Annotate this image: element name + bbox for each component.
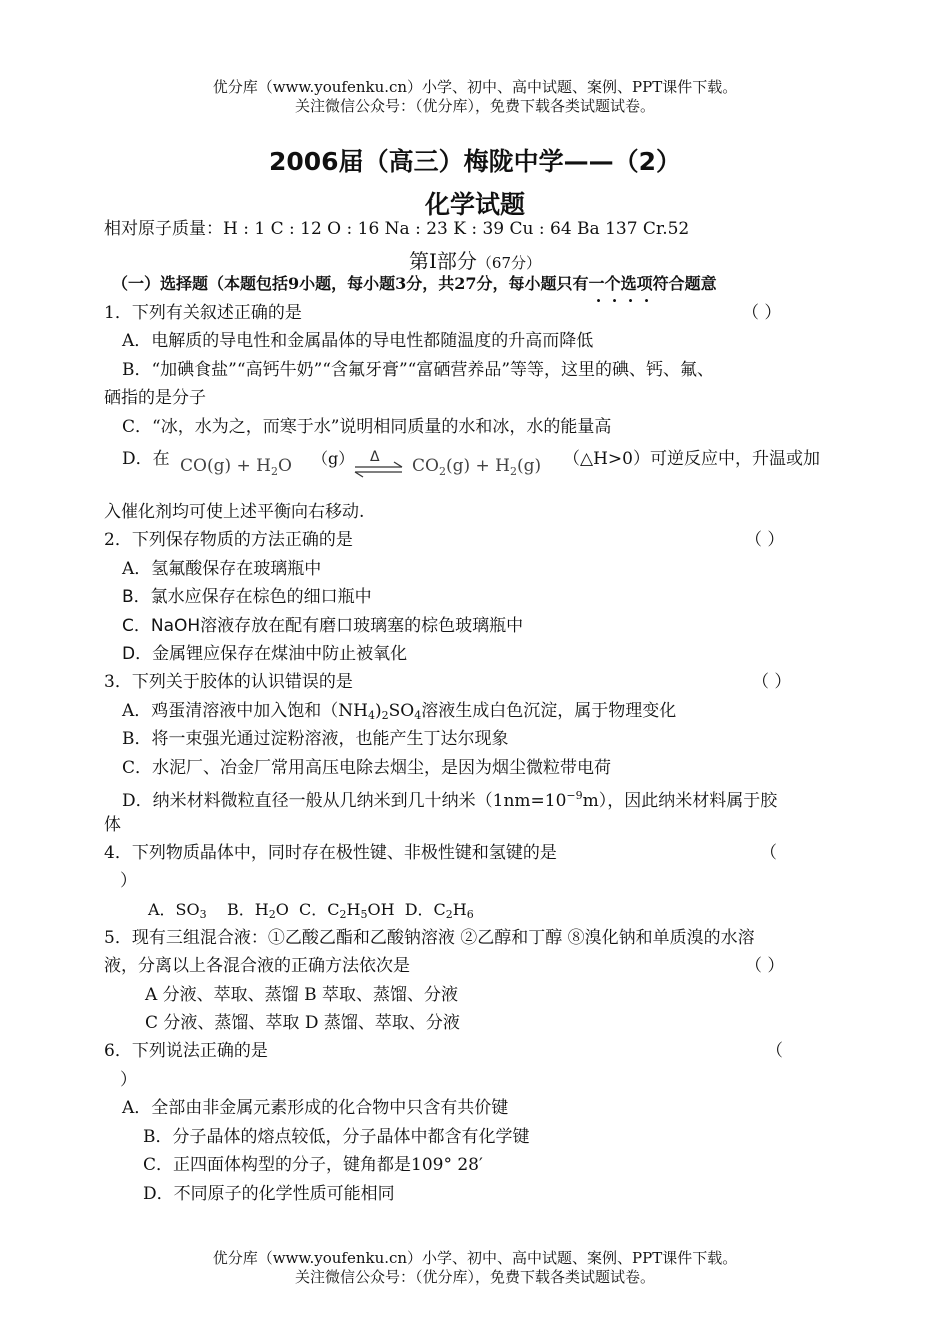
emph-char-2: 个	[604, 274, 621, 293]
q3-a-pre: A．鸡蛋清溶液中加入饱和（NH	[122, 701, 368, 721]
q3-option-c: C．水泥厂、冶金厂常用高压电除去烟尘，是因为烟尘微粒带电荷	[122, 758, 612, 778]
q6-option-d: D．不同原子的化学性质可能相同	[143, 1184, 395, 1204]
q4-opt-d-sub2: 6	[466, 908, 474, 921]
q3-option-a	[122, 700, 676, 727]
footer-line-2: 关注微信公众号：（优分库），免费下载各类试题试卷。	[294, 1268, 655, 1286]
q2-option-b: B．氯水应保存在棕色的细口瓶中	[122, 587, 372, 607]
eq-left-text: CO(g) + H	[180, 456, 271, 476]
page-title: 2006届（高三）梅陇中学——（2）	[269, 147, 681, 176]
q1-answer-paren: （ ）	[742, 303, 782, 323]
q3-a-so: SO	[388, 701, 415, 721]
q4-options	[148, 899, 474, 926]
q3-answer-paren: （ ）	[752, 672, 792, 692]
q1-equation-left	[180, 456, 292, 478]
eq-right-2: (g) + H	[445, 456, 510, 476]
emph-char-3: 选	[620, 274, 637, 293]
q5-stem-cont: 液，分离以上各混合液的正确方法依次是	[104, 956, 410, 976]
q4-opt-c-oh: OH	[367, 900, 395, 919]
q4-paren-open: （	[760, 843, 777, 863]
q5-options-cd: C 分液、蒸馏、萃取 D 蒸馏、萃取、分液	[145, 1013, 460, 1033]
emph-char-1: 一	[588, 274, 605, 293]
q3-option-b: B．将一束强光通过淀粉溶液，也能产生丁达尔现象	[122, 729, 509, 749]
q6-option-a: A．全部由非金属元素形成的化合物中只含有共价键	[122, 1098, 509, 1118]
q4-opt-d-sub1: 2	[445, 908, 453, 921]
q3-a-mid: )	[374, 701, 382, 721]
emph-char-4: 项	[636, 274, 653, 293]
q3-option-d-cont: 体	[104, 815, 121, 835]
eq-right-3: (g)	[516, 456, 542, 476]
q3-a-sub2: 2	[381, 709, 389, 722]
q4-opt-a-sub: 3	[199, 908, 207, 921]
q6-option-c: C．正四面体构型的分子，键角都是109° 28′	[143, 1155, 483, 1175]
q6-paren-open: （	[766, 1041, 783, 1061]
footer-line-1: 优分库（www.youfenku.cn）小学、初中、高中试题、案例、PPT课件下载。	[212, 1249, 738, 1267]
q4-opt-d: D．C	[404, 900, 446, 919]
eq-left-sub: 2	[270, 465, 278, 478]
q2-option-d: D．金属锂应保存在煤油中防止被氧化	[122, 644, 408, 664]
q4-opt-b: B．H	[226, 900, 269, 919]
header-line-2: 关注微信公众号：（优分库），免费下载各类试题试卷。	[294, 97, 655, 115]
eq-right-sub2: 2	[509, 465, 517, 478]
q1-option-b-cont: 硒指的是分子	[104, 388, 206, 408]
eq-right-sub1: 2	[438, 465, 446, 478]
part-label: 第Ⅰ部分	[409, 249, 477, 273]
q4-opt-c: C．C	[299, 900, 340, 919]
q4-opt-b-o: O	[275, 900, 289, 919]
q3-d-pre: D．纳米材料微粒直径一般从几纳米到几十纳米（1nm=10	[122, 791, 567, 811]
q6-paren-close: ）	[120, 1070, 137, 1090]
q4-stem: 4．下列物质晶体中，同时存在极性键、非极性键和氢键的是	[104, 843, 557, 863]
atomic-mass-line: 相对原子质量：H : 1 C : 12 O : 16 Na : 23 K : 39 Cu : 64 Ba 137 Cr.52	[104, 219, 690, 239]
q6-option-b: B．分子晶体的熔点较低，分子晶体中都含有化学键	[143, 1127, 530, 1147]
q4-opt-c-h: H	[346, 900, 361, 919]
q3-d-post: m），因此纳米材料属于胶	[582, 791, 778, 811]
q4-opt-d-h: H	[452, 900, 467, 919]
q1-option-d-cont: 入催化剂均可使上述平衡向右移动.	[104, 502, 365, 522]
q1-equation-right	[412, 456, 541, 478]
q5-options-ab: A 分液、萃取、蒸馏 B 萃取、蒸馏、分液	[145, 985, 458, 1005]
q1-option-a: A．电解质的导电性和金属晶体的导电性都随温度的升高而降低	[122, 331, 594, 351]
q2-answer-paren: （ ）	[745, 530, 785, 550]
q1-option-d-post: （△H>0）可逆反应中，升温或加	[563, 449, 820, 469]
eq-right-1: CO	[412, 456, 439, 476]
q4-opt-c-sub2: 5	[360, 908, 368, 921]
q5-stem: 5．现有三组混合液：①乙酸乙酯和乙酸钠溶液 ②乙醇和丁醇 ⑧溴化钠和单质溴的水溶	[104, 928, 755, 948]
q3-option-d	[122, 785, 777, 812]
q3-a-sub1: 4	[367, 709, 375, 722]
q1-stem: 1．下列有关叙述正确的是	[104, 303, 302, 323]
q5-answer-paren: （ ）	[745, 956, 785, 976]
q1-option-c: C．“冰，水为之，而寒于水”说明相同质量的水和冰，水的能量高	[122, 417, 612, 437]
q4-opt-c-sub1: 2	[339, 908, 347, 921]
q4-opt-b-sub: 2	[268, 908, 276, 921]
part-score: （67分）	[476, 254, 541, 272]
q4-paren-close: ）	[120, 871, 137, 891]
q3-a-sub3: 4	[414, 709, 422, 722]
header-line-1: 优分库（www.youfenku.cn）小学、初中、高中试题、案例、PPT课件下载。	[212, 78, 738, 96]
q1-state-g: （g）	[312, 449, 355, 468]
q2-stem: 2．下列保存物质的方法正确的是	[104, 530, 353, 550]
q2-option-a: A．氢氟酸保存在玻璃瓶中	[122, 559, 322, 579]
q3-d-sup: −9	[566, 789, 583, 802]
part-heading	[0, 245, 950, 274]
section-heading	[112, 273, 717, 295]
delta-symbol: Δ	[370, 449, 380, 465]
q3-a-post: 溶液生成白色沉淀，属于物理变化	[421, 701, 677, 721]
section-heading-tail: 符合题意	[652, 274, 717, 293]
q3-stem: 3．下列关于胶体的认识错误的是	[104, 672, 353, 692]
eq-left-o: O	[277, 456, 292, 476]
page-subtitle: 化学试题	[424, 190, 525, 219]
q1-option-d-pre: D．在	[122, 449, 170, 469]
q4-opt-a: A．SO	[148, 900, 200, 919]
q2-option-c: C．NaOH溶液存放在配有磨口玻璃塞的棕色玻璃瓶中	[122, 616, 524, 636]
equilibrium-arrow-icon	[352, 449, 406, 479]
q6-stem: 6．下列说法正确的是	[104, 1041, 268, 1061]
q1-option-b: B．“加碘食盐”“高钙牛奶”“含氟牙膏”“富硒营养品”等等，这里的碘、钙、氟、	[122, 360, 715, 380]
section-heading-text: （一）选择题（本题包括9小题，每小题3分，共27分，每小题只有	[112, 274, 589, 293]
